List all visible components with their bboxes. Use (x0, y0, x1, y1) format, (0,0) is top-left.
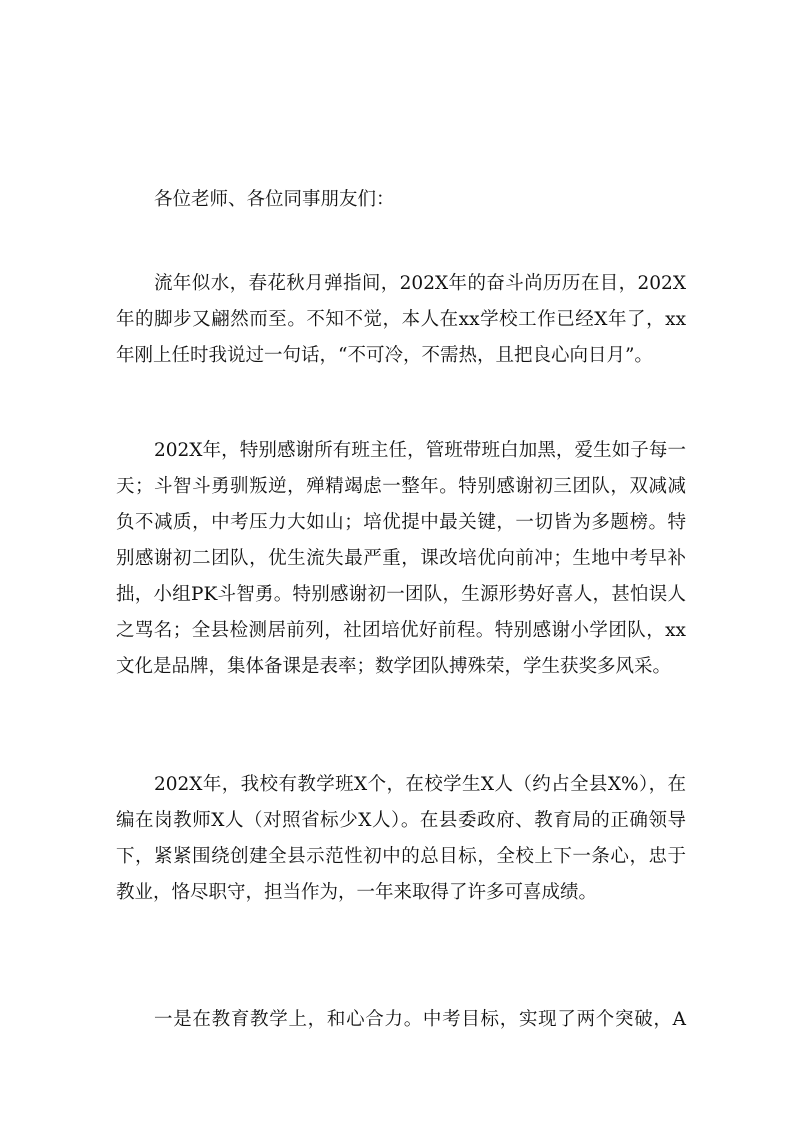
paragraph-line: 教业，恪尽职守，担当作为，一年来取得了许多可喜成绩。 (116, 882, 598, 903)
paragraph-line: 202X年，我校有教学班X个，在校学生X人（约占全县X%），在 (154, 774, 686, 795)
paragraph-line: 下，紧紧围绕创建全县示范性初中的总目标，全校上下一条心，忠于 (116, 846, 686, 867)
paragraph-line: 拙，小组PK斗智勇。特别感谢初一团队，生源形势好喜人，甚怕误人 (116, 584, 686, 605)
paragraph-line: 一是在教育教学上，和心合力。中考目标，实现了两个突破，A (154, 1009, 686, 1030)
paragraph-line: 202X年，特别感谢所有班主任，管班带班白加黑，爱生如子每一 (154, 440, 686, 461)
paragraph-2 (116, 433, 686, 685)
paragraph-1 (116, 266, 686, 374)
paragraph-line: 编在岗教师X人（对照省标少X人）。在县委政府、教育局的正确领导 (116, 810, 686, 831)
paragraph-4 (116, 1002, 686, 1038)
paragraph-line: 别感谢初二团队，优生流失最严重，课改培优向前冲；生地中考早补 (116, 548, 686, 569)
paragraph-line: 天；斗智斗勇驯叛逆，殚精竭虑一整年。特别感谢初三团队，双减减 (116, 476, 686, 497)
paragraph-3 (116, 767, 686, 911)
paragraph-line: 之骂名；全县检测居前列，社团培优好前程。特别感谢小学团队，xx (116, 620, 686, 641)
paragraph-line: 年刚上任时我说过一句话，“不可冷，不需热，且把良心向日月”。 (116, 345, 653, 366)
paragraph-line: 文化是品牌，集体备课是表率；数学团队搏殊荣，学生获奖多风采。 (116, 656, 672, 677)
greeting-line: 各位老师、各位同事朋友们： (154, 189, 395, 210)
paragraph-line: 负不减质，中考压力大如山；培优提中最关键，一切皆为多题榜。特 (116, 512, 686, 533)
greeting-paragraph (116, 182, 686, 218)
paragraph-line: 年的脚步又翩然而至。不知不觉，本人在xx学校工作已经X年了，xx (116, 309, 687, 330)
paragraph-line: 流年似水，春花秋月弹指间，202X年的奋斗尚历历在目，202X (154, 273, 686, 294)
